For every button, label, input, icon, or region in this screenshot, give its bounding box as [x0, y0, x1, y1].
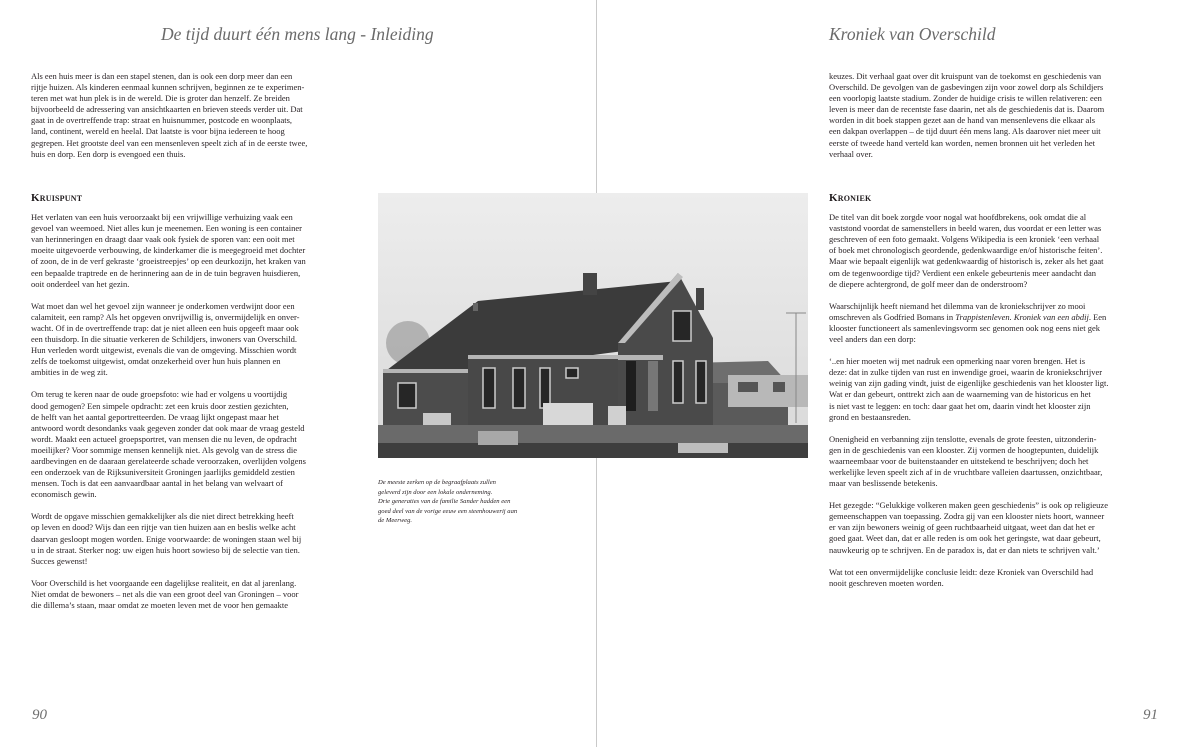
text-line: nauwkeurig op te schrijven. En de paradox is, dat er dan niets te schrijven valt.’	[829, 544, 1100, 555]
text-line: Het verlaten van een huis veroorzaakt bij een vrijwillige verhuizing vaak een	[31, 212, 293, 223]
paragraph	[829, 500, 1169, 555]
text-line: Hun verleden wordt uitgewist, evenals die van de omgeving. Misschien wordt	[31, 345, 297, 356]
text-line: waarneembaar voor de buitenstaander en uitstekend te beschrijven; doch het	[829, 455, 1089, 466]
text-span: omschreven als Godfried Bomans in	[829, 311, 956, 322]
paragraph	[31, 511, 365, 566]
text-line: deze: dat in zulke tijden van rust en inwendige groei, waarin de kroniekschrijver	[829, 367, 1103, 378]
text-line: gevoel van weemoed. Niet alles kun je meenemen. Een woning is een container	[31, 223, 302, 234]
text-line: Niet omdat de bewoners – net als die van een groot deel van Groningen – voor	[31, 588, 299, 599]
paragraph-conclusion	[829, 567, 1169, 589]
text-line: moeite uitgevoerde verbouwing, de kinderkamer die is meegegroeid met dochter	[31, 245, 306, 256]
paragraph	[31, 578, 365, 611]
text-line: verhaal over.	[829, 148, 873, 159]
text-line: De titel van dit boek zorgde voor nogal wat hoofdbrekens, ook omdat die al	[829, 212, 1087, 223]
text-line: aardbevingen en de daaraan gerelateerde schade veroorzaken, overlijden volgens	[31, 455, 306, 466]
text-line: de helft van het aantal geportretteerden. De vraag lijkt ongepast maar het	[31, 411, 279, 422]
text-span: . Een	[1088, 311, 1107, 322]
paragraph	[829, 212, 1169, 290]
text-line: economisch gewin.	[31, 489, 97, 500]
text-line: land, continent, wereld en heelal. Dat laatste is voor bijna iedereen te hoog	[31, 126, 285, 137]
text-line: een thuisdorp. In die situatie verkeren de Schildjers, inwoners van Overschild.	[31, 334, 298, 345]
paragraph-bomans	[829, 301, 1169, 345]
paragraph	[829, 434, 1169, 489]
text-line: Voor Overschild is het voorgaande een dagelijkse realiteit, en dat al jarenlang.	[31, 577, 297, 588]
caption-line: Drie generaties van de familie Sander hadden een	[378, 498, 511, 506]
text-line: Het gezegde: “Gelukkige volkeren maken geen geschiedenis” is ook op religieuze	[829, 500, 1108, 511]
text-line: of zoon, de in de verf gekraste ‘groeistreepjes’ op een deurkozijn, het kraken van	[31, 256, 306, 267]
text-line: gen in de geschiedenis van een klooster. Zij vormen de hoogtepunten, duidelijk	[829, 444, 1099, 455]
right-section-kroniek	[829, 193, 1169, 589]
right-running-head: Kroniek van Overschild	[829, 24, 996, 44]
text-line: Waarschijnlijk heeft niemand het dilemma van de kroniekschrijver zo mooi	[829, 300, 1086, 311]
text-line: een voorlopig laatste stadium. Zonder de huidige crisis te willen relativeren: een	[829, 93, 1102, 104]
text-line: Wat tot een onvermijdelijke conclusie leidt: deze Kroniek van Overschild had	[829, 566, 1094, 577]
text-line: antwoord wordt desondanks vaak gegeven zonder dat ook maar de vraag gesteld	[31, 422, 305, 433]
text-line: er van zijn bewoners weinig of geen ruchtbaarheid uitgaat, weet dan dat het er	[829, 522, 1095, 533]
text-line	[829, 312, 1169, 323]
text-line: Wat er dan gebeurt, onttrekt zich aan de waarneming van de historicus en het	[829, 389, 1091, 400]
text-line: wordt. Maakt een actueel groepsportret, van mensen die nu leven, de opdracht	[31, 433, 297, 444]
text-line: goed gaat. Weet dan, dat er alle reden is om ook het geringste, wat daar gebeurt,	[829, 533, 1101, 544]
page-number-right: 91	[1143, 707, 1158, 723]
photo-caption	[378, 478, 568, 526]
text-line: Om terug te keren naar de oude groepsfoto: wie had er volgens u voortijdig	[31, 389, 288, 400]
caption-line: goed deel van de vorige eeuw een steenhouwerij aan	[378, 507, 518, 515]
text-line: Wat moet dan wel het gevoel zijn wanneer je onderkomen verdwijnt door een	[31, 300, 295, 311]
caption-line: geleverd zijn door een lokale onderneming.	[378, 488, 493, 496]
text-line: Succes gewenst!	[31, 555, 88, 566]
page-number-left: 90	[32, 707, 47, 723]
text-line: of boek met chronologisch geordende, gedenkwaardige en/of historische feiten’.	[829, 245, 1103, 256]
text-line: gaat in de overtreffende trap: straat en huisnummer, postcode en woonplaats,	[31, 115, 293, 126]
section-heading-kroniek: Kroniek	[829, 192, 872, 204]
house-photo	[378, 193, 808, 458]
section-heading-kruispunt: Kruispunt	[31, 192, 83, 204]
text-line: ambities in de weg zit.	[31, 367, 108, 378]
text-line: klooster functioneert als samenlevingsvorm sec genomen ook nog eens niet gek	[829, 322, 1100, 333]
text-line: Als een huis meer is dan een stapel stenen, dan is ook een dorp meer dan een	[31, 71, 293, 81]
book-title: Trappistenleven. Kroniek van een abdij	[955, 311, 1089, 322]
text-line: gemeenschappen van toepassing. Zodra gij van een klooster niets hoort, wanneer	[829, 511, 1105, 522]
text-line: Maar wie bepaalt eigenlijk wat gedenkwaardig of historisch is, zeker als het gaat	[829, 256, 1104, 267]
text-line: mensen. Toch is dat een aanvaardbaar aantal in het belang van welvaart of	[31, 478, 284, 489]
text-line: nooit geschreven moeten worden.	[829, 577, 944, 588]
text-line: een onderzoek van de Rijksuniversiteit Groningen jaarlijks gemiddeld zestien	[31, 467, 295, 478]
caption-line: de Meerweg.	[378, 517, 413, 525]
text-line: de diepere achtergrond, de golf meer dan de onderstroom?	[829, 278, 1028, 289]
text-line: ooit onderdeel van het gezin.	[31, 278, 130, 289]
text-line: huis en dorp. Een dorp is evengoed een thuis.	[31, 148, 186, 159]
text-line: leven is meer dan de recentste fase daarin, net als de geschiedenis dat is. Daarom	[829, 104, 1105, 115]
text-line: een bepaalde traptrede en de herinnering aan de in de tuin begraven huisdieren,	[31, 267, 301, 278]
text-line: vaststond voordat de samenstellers in beeld waren, dus voordat er een letter was	[829, 223, 1102, 234]
text-line: weinig van zijn gading vindt, juist de eigenlijke geschiedenis van het klooster ligt.	[829, 378, 1109, 389]
text-line: werkelijke leven speelt zich af in de vruchtbare valleien daartussen, onzichtbaar,	[829, 466, 1103, 477]
text-line: dood gemogen? Een simpele opdracht: zet een kruis door zestien gezichten,	[31, 400, 289, 411]
text-line: gegrepen. Het grootste deel van een mensenleven speelt zich af in de eerste twee,	[31, 137, 308, 148]
text-line: bijvoorbeeld de adressering van ansichtkaarten en brieven steeds verder uit. Dat	[31, 104, 303, 115]
text-line: maar van beslissende betekenis.	[829, 478, 938, 489]
right-intro-paragraph	[829, 71, 1169, 160]
text-line: Overschild. De gevolgen van de gasbevingen zijn voor zowel dorp als Schildjers	[829, 82, 1104, 93]
paragraph	[31, 301, 365, 379]
house-photo-illustration	[378, 193, 808, 458]
text-line: grond en bestaansreden.	[829, 411, 911, 422]
text-line: Onenigheid en verbanning zijn tenslotte, evenals de grote feesten, uitzonderin-	[829, 433, 1097, 444]
paragraph	[31, 389, 365, 500]
text-line: om de tegenwoordige tijd? Verdient een enkele gebeurtenis meer aandacht dan	[829, 267, 1097, 278]
text-line: Wordt de opgave misschien gemakkelijker als die niet direct betrekking heeft	[31, 511, 294, 522]
text-line: eerste of tweede hand verteld kan worden, nemen bronnen uit het verleden het	[829, 137, 1095, 148]
text-line: ‘..en hier moeten wij met nadruk een opmerking naar voren brengen. Het is	[829, 356, 1086, 367]
left-running-head: De tijd duurt één mens lang - Inleiding	[161, 24, 434, 44]
text-line: u in de straat. Sterker nog: uw eigen huis hoort sowieso bij de selectie van tien.	[31, 544, 300, 555]
text-line: van herinneringen en draagt daar vaak ook fysiek de sporen van: een ooit met	[31, 234, 295, 245]
text-line: veel anders dan een dorp:	[829, 334, 916, 345]
text-line: calamiteit, een ramp? Als het opgeven onvrijwillig is, onvermijdelijk en onver-	[31, 311, 300, 322]
text-line: worden in dit boek stappen gezet aan de hand van mensenlevens die elkaar als	[829, 115, 1095, 126]
text-line: keuzes. Dit verhaal gaat over dit kruispunt van de toekomst en geschiedenis van	[829, 71, 1102, 81]
left-intro-paragraph	[31, 71, 365, 160]
text-line: daarvan gesloopt mogen worden. Enige voorwaarde: de woningen staan wel bij	[31, 533, 302, 544]
text-line: teren met wat hun plek is in de wereld. Die is groter dan henzelf. Ze breiden	[31, 93, 290, 104]
text-line: moeilijker? Voor sommige mensen kennelijk niet. Als gevolg van de stress die	[31, 444, 297, 455]
text-line: die dillema’s staan, maar omdat ze moeten leven met de voor hen gemaakte	[31, 600, 289, 610]
text-line: rijtje huizen. Als kinderen eenmaal kunnen schrijven, beginnen ze te experimen-	[31, 82, 305, 93]
text-line: geschreven of een foto gemaakt. Volgens Wikipedia is een kroniek ‘een verhaal	[829, 234, 1100, 245]
paragraph	[31, 212, 365, 290]
caption-line: De meeste zerken op de begraafplaats zullen	[378, 479, 496, 486]
paragraph-quote	[829, 356, 1169, 423]
text-line: zelfs de toekomst uitgewist, omdat onzekerheid over hun huis plannen en	[31, 356, 281, 367]
text-line: is niet vast te leggen: en toch: daar gaat het om, daarin vindt het klooster zijn	[829, 400, 1091, 411]
text-line: wacht. Of in de overtreffende trap: dat je niet alleen een huis opgeeft maar ook	[31, 322, 299, 333]
text-line: op leven en dood? Wijs dan een rijtje van tien huizen aan en beslis welke acht	[31, 522, 296, 533]
text-line: een dakpan overlappen – de tijd duurt één mens lang. Als daarover niet meer uit	[829, 126, 1101, 137]
left-section-kruispunt	[31, 193, 365, 611]
